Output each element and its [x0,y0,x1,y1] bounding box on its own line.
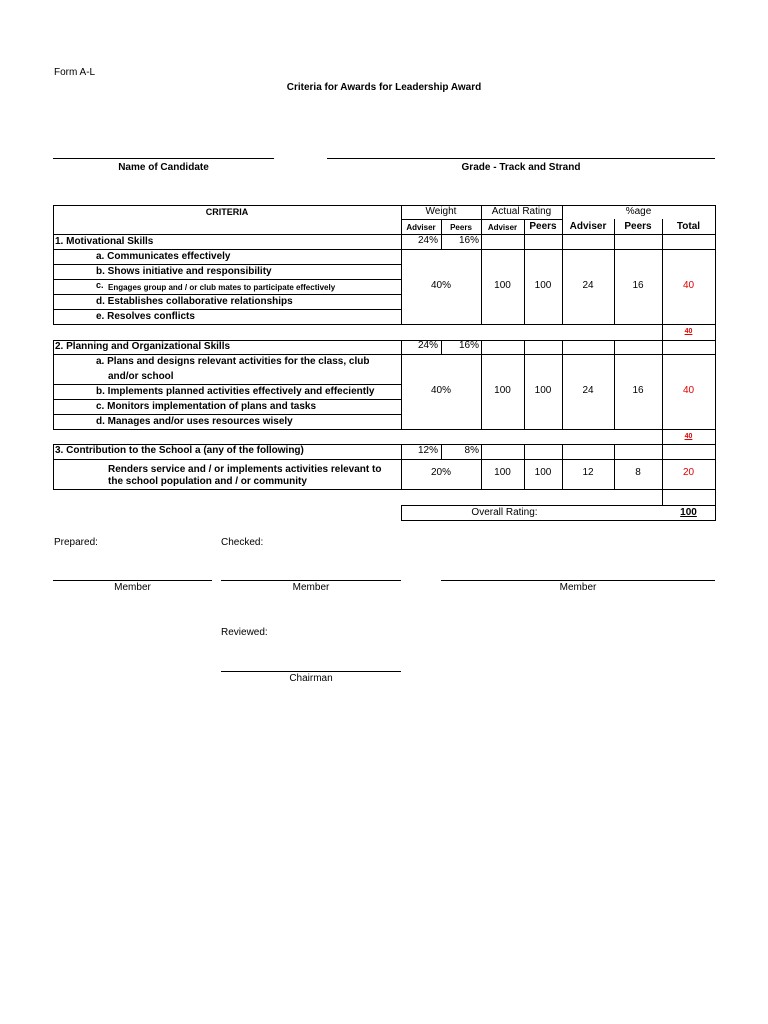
page-title: Criteria for Awards for Leadership Award [286,82,482,93]
section-1-item-c-letter: c. [96,280,104,290]
prepared-label: Prepared: [54,537,98,548]
section-1-item-e: e. Resolves conflicts [96,311,195,322]
pct-adviser-header: Adviser [569,221,607,232]
weight-peers-header: Peers [450,223,472,232]
section-2-adviser-rating: 100 [494,385,511,396]
section-1-weight: 40% [430,280,451,291]
signature-line-1 [53,580,212,581]
signature-line-chairman [221,671,401,672]
section-1-peers-pct: 16 [632,280,644,291]
overall-rating-label: Overall Rating: [471,507,538,518]
chairman-label: Chairman [289,673,333,684]
section-1-weight-adviser: 24% [417,235,438,246]
section-3-peers-rating: 100 [534,467,552,478]
section-2-adviser-pct: 24 [582,385,594,396]
section-2-item-a-cont: and/or school [108,371,174,382]
section-3-weight-peers: 8% [464,445,479,456]
section-2-total: 40 [682,385,695,396]
form-code: Form A-L [54,67,96,78]
member-1-label: Member [114,582,151,593]
checked-label: Checked: [221,537,264,548]
candidate-name-label: Name of Candidate [118,162,209,173]
section-1-adviser-rating: 100 [494,280,511,291]
section-2-peers-rating: 100 [534,385,552,396]
section-2-subtotal: 40 [684,433,693,440]
section-1-peers-rating: 100 [534,280,552,291]
signature-line-3 [441,580,715,581]
member-2-label: Member [292,582,330,593]
section-2-item-b: b. Implements planned activities effectively and effeciently [96,386,375,397]
member-3-label: Member [559,582,597,593]
section-2-item-a: a. Plans and designs relevant activities for the class, club [96,356,370,367]
section-2-item-d: d. Manages and/or uses resources wisely [96,416,293,427]
section-2-item-c: c. Monitors implementation of plans and tasks [96,401,317,412]
section-3-adviser-rating: 100 [494,467,511,478]
section-2-weight-peers: 16% [458,340,479,351]
section-2-title: 2. Planning and Organizational Skills [55,341,231,352]
weight-adviser-header: Adviser [406,223,436,232]
section-1-subtotal: 40 [684,328,693,335]
section-3-title: 3. Contribution to the School a (any of the following) [55,445,304,456]
candidate-name-line [53,158,274,159]
overall-rating-value: 100 [680,507,697,518]
signature-line-2 [221,580,401,581]
grade-line [327,158,715,159]
section-1-title: 1. Motivational Skills [55,236,154,247]
actual-rating-header: Actual Rating [491,206,552,217]
section-2-weight-adviser: 24% [417,340,438,351]
section-1-item-c: Engages group and / or club mates to participate effectively [108,283,336,292]
weight-header: Weight [425,206,457,217]
section-1-weight-peers: 16% [458,235,479,246]
grade-label: Grade - Track and Strand [461,162,581,173]
section-3-total: 20 [682,467,695,478]
section-1-total: 40 [682,280,695,291]
pct-peers-header: Peers [624,221,652,232]
section-1-adviser-pct: 24 [582,280,594,291]
section-3-item-line-2: the school population and / or community [108,476,307,487]
section-2-weight: 40% [430,385,451,396]
total-header: Total [676,221,701,232]
section-3-weight: 20% [430,467,451,478]
percentage-header: %age [625,206,652,217]
section-1-item-a: a. Communicates effectively [96,251,231,262]
rating-peers-header: Peers [529,221,557,232]
criteria-header: CRITERIA [205,207,249,217]
reviewed-label: Reviewed: [221,627,268,638]
section-3-item-line-1: Renders service and / or implements activities relevant to [108,464,382,475]
section-3-peers-pct: 8 [635,467,641,478]
section-2-peers-pct: 16 [632,385,644,396]
section-3-weight-adviser: 12% [417,445,438,456]
section-1-item-d: d. Establishes collaborative relationships [96,296,293,307]
section-3-adviser-pct: 12 [582,467,594,478]
section-1-item-b: b. Shows initiative and responsibility [96,266,272,277]
rating-adviser-header: Adviser [487,223,518,232]
